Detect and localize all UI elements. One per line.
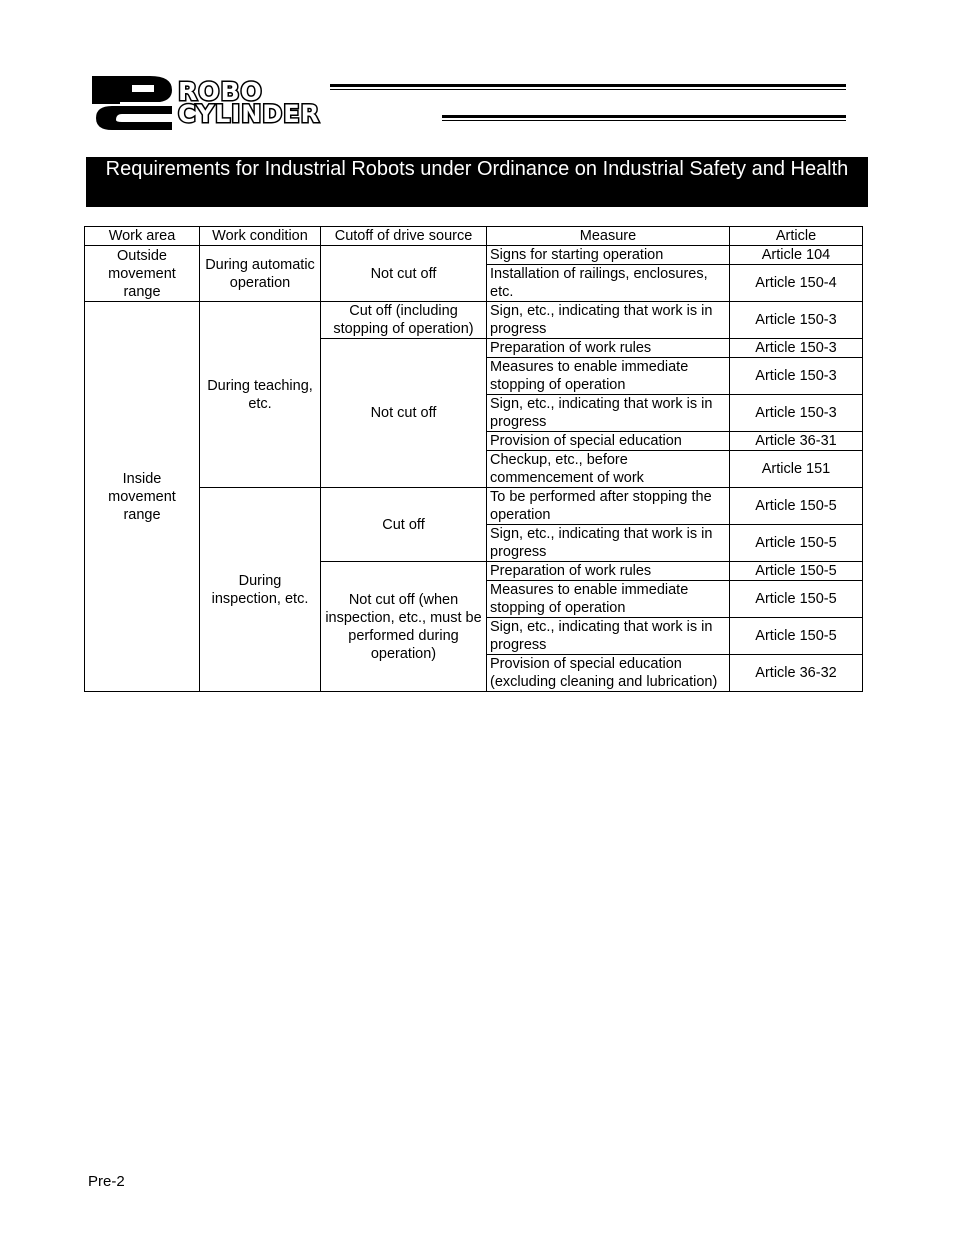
cell-measure: Provision of special education (excluding cleaning and lubrication): [487, 655, 730, 692]
cell-measure: Signs for starting operation: [487, 246, 730, 265]
rc-logo-icon: [92, 76, 172, 130]
cell-measure: Provision of special education: [487, 432, 730, 451]
header-work-area: Work area: [85, 227, 200, 246]
page-number: Pre-2: [88, 1173, 125, 1190]
cell-measure: Measures to enable immediate stopping of operation: [487, 581, 730, 618]
cell-article: Article 36-32: [730, 655, 863, 692]
cell-cutoff: Cut off (including stopping of operation): [321, 302, 487, 339]
robo-cylinder-logo: [92, 76, 852, 130]
cell-article: Article 150-3: [730, 358, 863, 395]
table-row: [85, 246, 863, 265]
cell-article: Article 151: [730, 451, 863, 488]
cell-article: Article 150-5: [730, 618, 863, 655]
cell-measure: Measures to enable immediate stopping of operation: [487, 358, 730, 395]
header-measure: Measure: [487, 227, 730, 246]
cell-article: Article 104: [730, 246, 863, 265]
cell-article: Article 150-3: [730, 395, 863, 432]
cell-measure: Sign, etc., indicating that work is in progress: [487, 302, 730, 339]
cell-cutoff: Not cut off: [321, 246, 487, 302]
cell-measure: Checkup, etc., before commencement of work: [487, 451, 730, 488]
requirements-table: [84, 226, 863, 692]
cell-article: Article 150-5: [730, 525, 863, 562]
cell-cutoff: Not cut off (when inspection, etc., must be performed during operation): [321, 562, 487, 692]
table-row: [85, 302, 863, 339]
cell-article: Article 150-5: [730, 562, 863, 581]
header-work-condition: Work condition: [200, 227, 321, 246]
cell-measure: Preparation of work rules: [487, 562, 730, 581]
cell-measure: Installation of railings, enclosures, etc.: [487, 265, 730, 302]
header-article: Article: [730, 227, 863, 246]
cell-measure: To be performed after stopping the operation: [487, 488, 730, 525]
logo-text-robo: ROBO: [178, 77, 263, 106]
cell-work-condition: During inspection, etc.: [200, 488, 321, 692]
cell-article: Article 150-5: [730, 488, 863, 525]
cell-work-area: Inside movement range: [85, 302, 200, 692]
cell-article: Article 150-5: [730, 581, 863, 618]
logo-text-cylinder: CYLINDER: [178, 100, 321, 128]
cell-work-area: Outside movement range: [85, 246, 200, 302]
cell-measure: Sign, etc., indicating that work is in progress: [487, 618, 730, 655]
header-rule-bottom: [442, 115, 846, 121]
page-title: Requirements for Industrial Robots under Ordinance on Industrial Safety and Health: [86, 157, 868, 207]
table-row: [85, 488, 863, 525]
cell-measure: Preparation of work rules: [487, 339, 730, 358]
table-header-row: [85, 227, 863, 246]
header-cutoff: Cutoff of drive source: [321, 227, 487, 246]
cell-article: Article 36-31: [730, 432, 863, 451]
cell-work-condition: During teaching, etc.: [200, 302, 321, 488]
cell-cutoff: Cut off: [321, 488, 487, 562]
cell-work-condition: During automatic operation: [200, 246, 321, 302]
cell-measure: Sign, etc., indicating that work is in progress: [487, 395, 730, 432]
header-rule-top: [330, 84, 846, 90]
cell-article: Article 150-3: [730, 339, 863, 358]
cell-article: Article 150-3: [730, 302, 863, 339]
cell-measure: Sign, etc., indicating that work is in progress: [487, 525, 730, 562]
cell-cutoff: Not cut off: [321, 339, 487, 488]
cell-article: Article 150-4: [730, 265, 863, 302]
